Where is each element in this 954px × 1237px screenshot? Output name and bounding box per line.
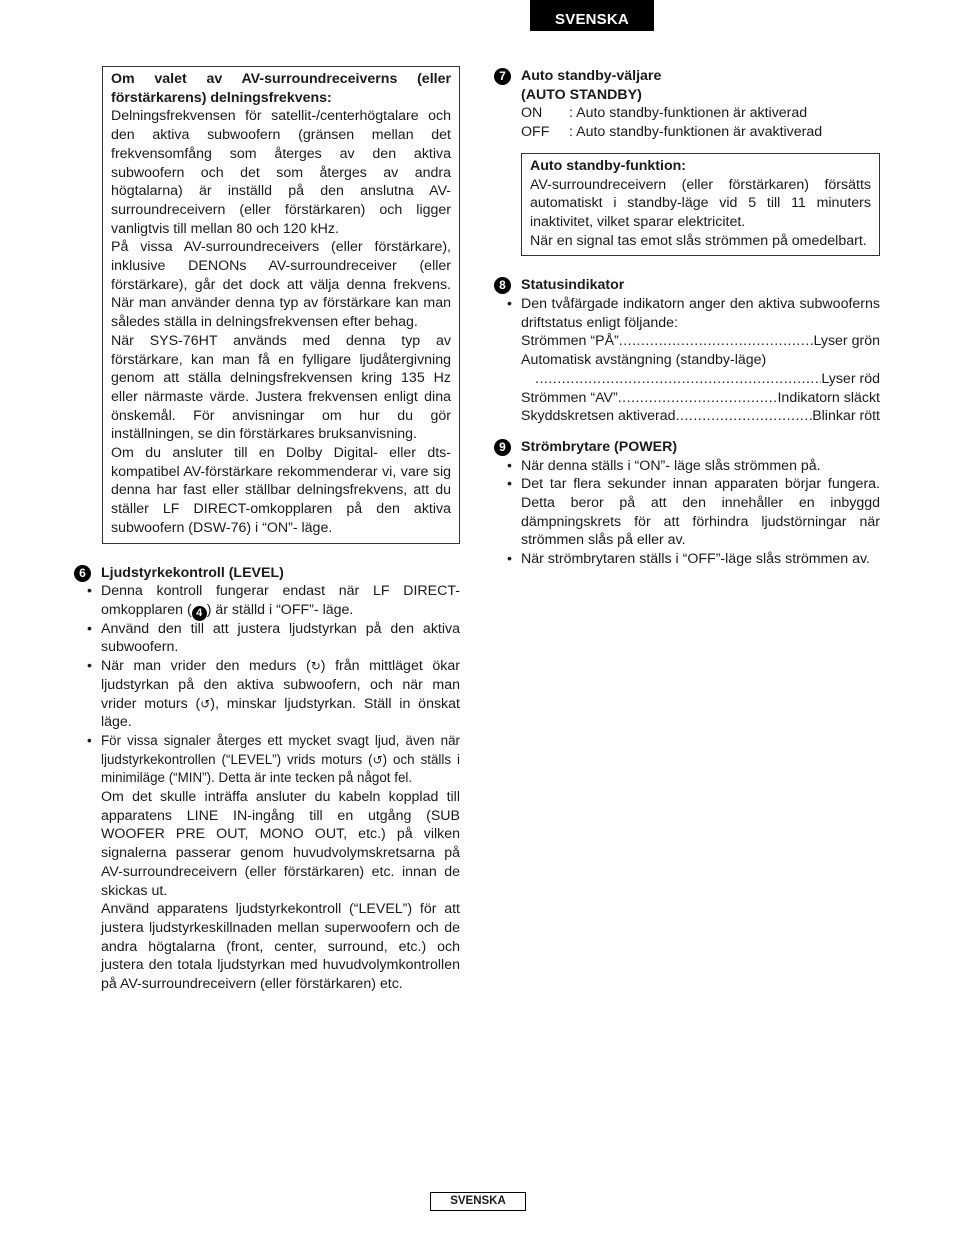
status-value: Lyser röd bbox=[821, 370, 880, 387]
status-row bbox=[521, 389, 880, 408]
note-paragraph: När en signal tas emot slås strömmen på omedelbart. bbox=[530, 232, 867, 249]
bullet-icon: • bbox=[507, 457, 512, 474]
section-status-indicator bbox=[494, 276, 880, 426]
section-title: Auto standby-väljare bbox=[521, 68, 662, 84]
dot-leader bbox=[619, 332, 814, 351]
status-value: Indikatorn släckt bbox=[777, 389, 880, 406]
section-title: Ljudstyrkekontroll (LEVEL) bbox=[101, 564, 284, 581]
note-paragraph: AV-surroundreceivern (eller förstärkaren) försätts automatiskt i standby-läge vid 5 till 11 minuters inaktivitet, vilket sparar elektricitet. bbox=[530, 176, 871, 230]
list-item bbox=[507, 457, 880, 476]
status-label: Skyddskretsen aktiverad bbox=[521, 408, 676, 425]
clockwise-arrow-icon: ↻ bbox=[310, 659, 321, 674]
text: För vissa signaler återges ett mycket svagt ljud, även när ljudstyrkekontrollen (“LEVEL”) vrids moturs ( bbox=[101, 732, 460, 767]
status-value: Blinkar rött bbox=[812, 408, 880, 425]
list-item-continuation bbox=[101, 900, 460, 994]
note-paragraph: Om du ansluter till en Dolby Digital- eller dts-kompatibel AV-förstärkare rekommenderar vi, vare sig denna har fast eller ställbar delningsfrekvens, att du ställer LF DIRECT-omkopplaren på den aktiva subwoofern (DSW-76) i “ON”- läge. bbox=[111, 445, 451, 536]
note-paragraph: När SYS-76HT används med denna typ av förstärkare, kan man få en fylligare ljudåtergivning genom att ställa delningsfrekvensen kring 135 Hz eller närmaste värde. Justera frekvensen enligt dina önskemål. För anvisningar om hur du gör inställningen, se din förstärkares bruksanvisning. bbox=[111, 332, 451, 443]
list-item bbox=[87, 582, 460, 619]
number-8-icon: 8 bbox=[494, 277, 511, 294]
setting-value: : Auto standby-funktionen är aktiverad bbox=[569, 105, 808, 122]
section-subtitle: (AUTO STANDBY) bbox=[521, 86, 642, 103]
text: När man vrider den medurs ( bbox=[101, 658, 311, 675]
text: ) från mittläget ökar ljudstyrkan på den aktiva subwoofern, och när man vrider moturs ( bbox=[101, 658, 460, 712]
list-item-continuation bbox=[101, 788, 460, 900]
footer-language-label: SVENSKA bbox=[430, 1192, 526, 1211]
dot-leader bbox=[535, 370, 821, 389]
text: Använd den till att justera ljudstyrkan på den aktiva subwoofern. bbox=[101, 620, 460, 656]
text: ), minskar ljudstyrkan. Ställ in önskat läge. bbox=[101, 695, 460, 731]
text: Denna kontroll fungerar endast när LF DIRECT-omkopplaren ( bbox=[101, 583, 460, 618]
note-title: Auto standby-funktion: bbox=[530, 157, 687, 174]
crossover-note-box bbox=[102, 66, 460, 544]
setting-row-on bbox=[521, 104, 880, 123]
auto-standby-note-box bbox=[521, 153, 880, 257]
counterclockwise-arrow-icon: ↺ bbox=[200, 696, 211, 711]
dot-leader bbox=[618, 389, 778, 408]
list-item bbox=[87, 657, 460, 732]
text: Det tar flera sekunder innan apparaten börjar fungera. Detta beror på att den innehåller en inbyggd dämpningskrets för att förhindra ljudstörningar när strömmen slås på eller av. bbox=[521, 476, 880, 549]
bullet-icon: • bbox=[87, 658, 92, 675]
text: Om det skulle inträffa ansluter du kabeln kopplad till apparatens LINE IN-ingång till en utgång (SUB WOOFER PRE OUT, MONO OUT, etc.) på vilken signalerna passerar genom huvudvolymskretsarna på AV-surroundreceivern (eller förstärkaren) etc. innan de skickas ut. bbox=[101, 789, 460, 899]
text: Den tvåfärgade indikatorn anger den aktiva subwooferns driftstatus enligt följande: bbox=[521, 296, 880, 331]
counterclockwise-arrow-icon: ↺ bbox=[372, 752, 383, 767]
list-item bbox=[507, 295, 880, 332]
section-auto-standby bbox=[494, 67, 880, 256]
dot-leader bbox=[676, 407, 813, 426]
note-paragraph: Delningsfrekvensen för satellit-/centerhögtalare och den aktiva subwoofern (gränsen mellan det frekvensomfång som återges av den aktiva subwoofern och det som återges av andra högtalarna) är inställd på den anslutna AV-surroundreceivern (eller förstärkaren) och ligger vanligtvis till mellan 80 och 120 kHz. bbox=[111, 108, 451, 237]
bullet-icon: • bbox=[87, 732, 92, 748]
status-row bbox=[521, 370, 880, 389]
bullet-icon: • bbox=[507, 551, 512, 568]
number-7-icon: 7 bbox=[494, 68, 511, 85]
bullet-list bbox=[87, 582, 460, 993]
text: ) är ställd i “OFF”- läge. bbox=[206, 601, 354, 618]
bullet-icon: • bbox=[87, 583, 92, 600]
status-label: Strömmen “AV” bbox=[521, 389, 618, 406]
bullet-icon: • bbox=[507, 296, 512, 313]
right-column bbox=[494, 67, 880, 569]
text: När strömbrytaren ställs i “OFF”-läge slås strömmen av. bbox=[521, 551, 870, 568]
text: ) och ställs i minimiläge (“MIN”). Detta är inte tecken på något fel. bbox=[101, 751, 460, 786]
language-tab: SVENSKA bbox=[530, 0, 654, 31]
status-row bbox=[521, 407, 880, 426]
text: Använd apparatens ljudstyrkekontroll (“LEVEL”) för att justera ljudstyrkeskillnaden mellan superwoofern och de andra högtalarna (front, center, surround, etc.) och justera den totala ljudstyrkan med huvudvolymkontrollen på AV-surroundreceivern (eller förstärkaren) etc. bbox=[101, 901, 460, 993]
status-value: Lyser grön bbox=[813, 333, 880, 350]
setting-key: ON bbox=[521, 105, 543, 122]
setting-row-off bbox=[521, 123, 880, 142]
bullet-list bbox=[507, 295, 880, 332]
number-9-icon: 9 bbox=[494, 439, 511, 456]
status-label: Automatisk avstängning (standby-läge) bbox=[521, 352, 767, 369]
section-power-switch bbox=[494, 438, 880, 569]
number-4-icon: 4 bbox=[192, 606, 207, 621]
setting-key: OFF bbox=[521, 124, 550, 141]
list-item bbox=[87, 732, 460, 788]
setting-value: : Auto standby-funktionen är avaktiverad bbox=[569, 124, 823, 141]
status-label: Strömmen “PÅ” bbox=[521, 333, 619, 350]
section-title: Strömbrytare (POWER) bbox=[521, 438, 678, 455]
list-item bbox=[507, 550, 880, 569]
status-row bbox=[521, 351, 880, 370]
bullet-list bbox=[507, 457, 880, 569]
text: När denna ställs i “ON”- läge slås strömmen på. bbox=[521, 457, 821, 474]
left-column bbox=[74, 66, 460, 994]
number-6-icon: 6 bbox=[74, 565, 91, 582]
bullet-icon: • bbox=[507, 476, 512, 493]
crossover-note-title: Om valet av AV-surroundreceiverns (eller förstärkarens) delningsfrekvens: bbox=[111, 71, 451, 106]
section-level-control bbox=[74, 564, 460, 994]
status-row bbox=[521, 332, 880, 351]
bullet-icon: • bbox=[87, 620, 92, 637]
section-title: Statusindikator bbox=[521, 277, 625, 294]
list-item bbox=[87, 620, 460, 657]
list-item bbox=[507, 475, 880, 550]
note-paragraph: På vissa AV-surroundreceivers (eller förstärkare), inklusive DENONs AV-surroundreceiver (eller förstärkare), går det dock att välja denna frekvens. När man använder denna typ av förstärkare kan man således ställa in delningsfrekvensen efter behag. bbox=[111, 239, 451, 331]
